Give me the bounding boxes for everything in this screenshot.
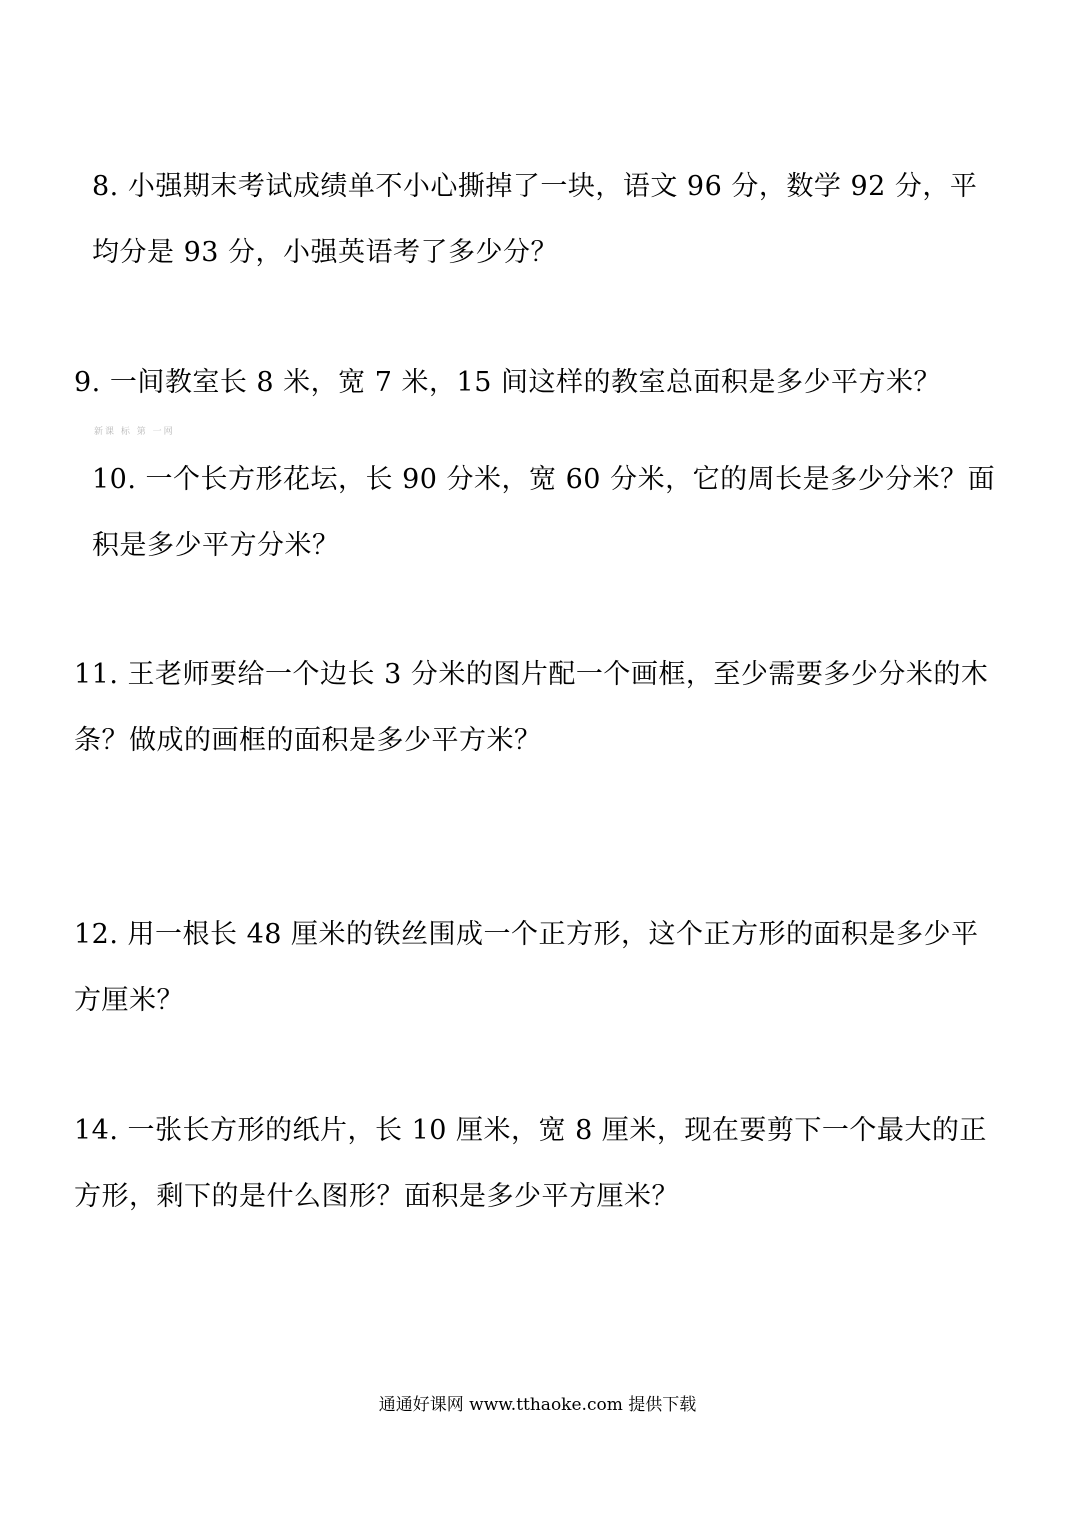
question-8: 8. 小强期末考试成绩单不小心撕掉了一块，语文 96 分，数学 92 分，平均分是 93 分，小强英语考了多少分？ xyxy=(92,171,978,268)
question-12: 12. 用一根长 48 厘米的铁丝围成一个正方形，这个正方形的面积是多少平方厘米？ xyxy=(74,919,979,1016)
footer-source: 通通好课网 www.tthaoke.com 提供下载 xyxy=(378,1395,697,1415)
question-10: 10. 一个长方形花坛，长 90 分米，宽 60 分米，它的周长是多少分米？面积是多少平方分米？ xyxy=(92,464,996,561)
question-11: 11. 王老师要给一个边长 3 分米的图片配一个画框，至少需要多少分米的木条？做成的画框的面积是多少平方米？ xyxy=(74,659,989,756)
watermark-text: 新课 标 第 一网 xyxy=(94,427,175,437)
question-14: 14. 一张长方形的纸片，长 10 厘米，宽 8 厘米，现在要剪下一个最大的正方形，剩下的是什么图形？面积是多少平方厘米？ xyxy=(74,1115,987,1212)
question-9: 9. 一间教室长 8 米，宽 7 米，15 间这样的教室总面积是多少平方米？ xyxy=(74,367,941,398)
